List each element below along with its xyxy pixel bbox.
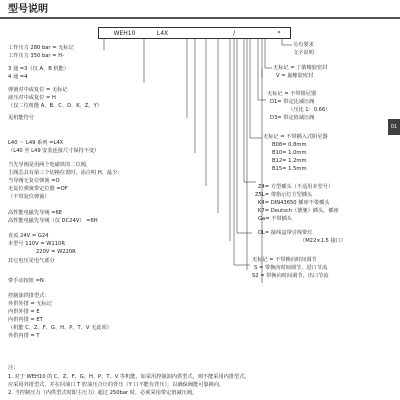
third-position-note: 主阀芯具有第三个切换位置时，添注明 H，最少： <box>8 170 123 176</box>
orifice-b12: B12= 1.2mm <box>272 158 307 164</box>
voltage-w110r: 本型号 110V = W110R <box>8 241 65 247</box>
plug-dl-note: （M22×1.5 接口） <box>300 238 347 244</box>
switching-s: S = 带换向时间调节，进口节流 <box>254 265 328 271</box>
note-1: 1. 对于 WEH10 的 C、Z、F、G、H、P、T、V 等机能，如采用控制油内供型式，则不能采用内排型式。 <box>8 374 250 380</box>
voltage-g24: 直流 24V = G24 <box>8 233 49 239</box>
external-internal: 外供内排 = T <box>8 333 40 339</box>
code-box-series: WEH10 <box>111 27 139 39</box>
orifice-b10: B10= 1.0mm <box>272 150 307 156</box>
spring-centered: 弹簧对中或复位 = 无标记 <box>8 87 68 93</box>
switching-s2: S2 = 带换向时间调节，出口节流 <box>252 273 329 279</box>
two-position-note: （仅二位机能 A、B、C、D、K、Z、Y） <box>8 103 102 109</box>
plug-z4: Z4= 方型插头（不适用本型号） <box>258 184 334 190</box>
function-exclusion: （机能 C、Z、F、G、H、P、T、V 无此项） <box>8 325 112 331</box>
code-box-slash: / <box>226 27 243 39</box>
pressure-350: 工作压力 350 bar = H- <box>8 53 64 59</box>
no-orifice: 无标记 = 不带插入式阻尼器 <box>263 134 328 140</box>
notes-heading: 注： <box>8 365 19 371</box>
voltage-other: 其它电压见电气部分 <box>8 258 55 264</box>
function-symbol-ref: 见机能符号 <box>8 115 34 121</box>
other-requirements: 另有要求 <box>293 42 314 48</box>
no-return-spring: 当导阀无复位弹簧 =O <box>8 178 60 184</box>
text-description: 文字说明 <box>293 50 314 56</box>
reducer-d1: D1= 带定比减压阀 <box>270 99 315 105</box>
orifice-b15: B15= 1.5mm <box>272 166 307 172</box>
ratio-note: （压比 1：0.66） <box>288 107 331 113</box>
detent: 无复位弹簧带定位器 =OF <box>8 186 68 192</box>
internal-external: 内供外排 = E <box>8 309 40 315</box>
seal-fkm: V = 氟橡胶密封 <box>276 73 314 79</box>
orifice-b08: B08= 0.8mm <box>272 142 307 148</box>
no-reducer: 无标记 = 不带阻尼器 <box>267 91 317 97</box>
detent-note: （不带复位弹簧） <box>8 194 50 200</box>
pilot-oil-type: 控制油供排型式： <box>8 293 50 299</box>
internal-internal: 内供内排 = ET <box>8 317 43 323</box>
pilot-6e: 高性能电磁先导阀 =6E <box>8 210 63 216</box>
ways-3: 3 通 =3（仅 A、B 机能） <box>8 66 69 72</box>
series-l4x: L40 ～ L49 系列 =L4X <box>8 140 64 146</box>
code-box-star: * <box>268 27 291 39</box>
no-switching-adjust: 无标记 = 不带换向时间调节 <box>252 257 317 263</box>
page-tab: 01 <box>388 119 400 135</box>
page-title: 型号说明 <box>8 4 48 15</box>
note-2: 2. 当控制压力（内供型式时即主压力）超过 250bar 时，必须采用带定值减压阀。 <box>8 390 198 396</box>
pilot-6h: 高性能电磁先导阀（仅 DC24V） =6H <box>8 218 98 224</box>
note-1-cont: 应采用外排型式，并在回油口 T 腔油压合计的背压（Y 口不能有背压），以确保阀能可靠换向。 <box>8 382 225 388</box>
pressure-280: 工作压力 280 bar = 无标记 <box>8 45 74 51</box>
plug-k7: K7= Deutsch（德驰）插头，插座 <box>258 208 339 214</box>
code-box-l4x: L4X <box>151 27 175 39</box>
reducer-d3: D3= 带定值减压阀 <box>270 115 315 121</box>
plug-k4: K4= DIN43650 插座不带插头 <box>258 200 330 206</box>
series-note: （L40 至 L49 安装连接尺寸保持不变） <box>8 148 100 154</box>
plug-ga: Ga= 不带插头 <box>258 216 292 222</box>
manual-override: 带手动按钮 =N <box>8 278 44 284</box>
plug-z5l: Z5L= 带指示灯方型插头 <box>255 192 313 198</box>
external-external: 外供外排 = 无标记 <box>8 301 52 307</box>
ways-4: 4 通 =4 <box>8 74 28 80</box>
pilot-valve-note: 当先导阀是用两个电磁铁的二位阀， <box>8 162 92 168</box>
seal-nbr: 无标记 = 丁腈橡胶密封 <box>273 65 328 71</box>
plug-dl: DL= 接线盒带引线带灯 <box>258 230 313 236</box>
hydraulic-centered: 液压对中或复位 = H <box>8 95 56 101</box>
voltage-w220r: 220V = W220R <box>36 249 76 255</box>
